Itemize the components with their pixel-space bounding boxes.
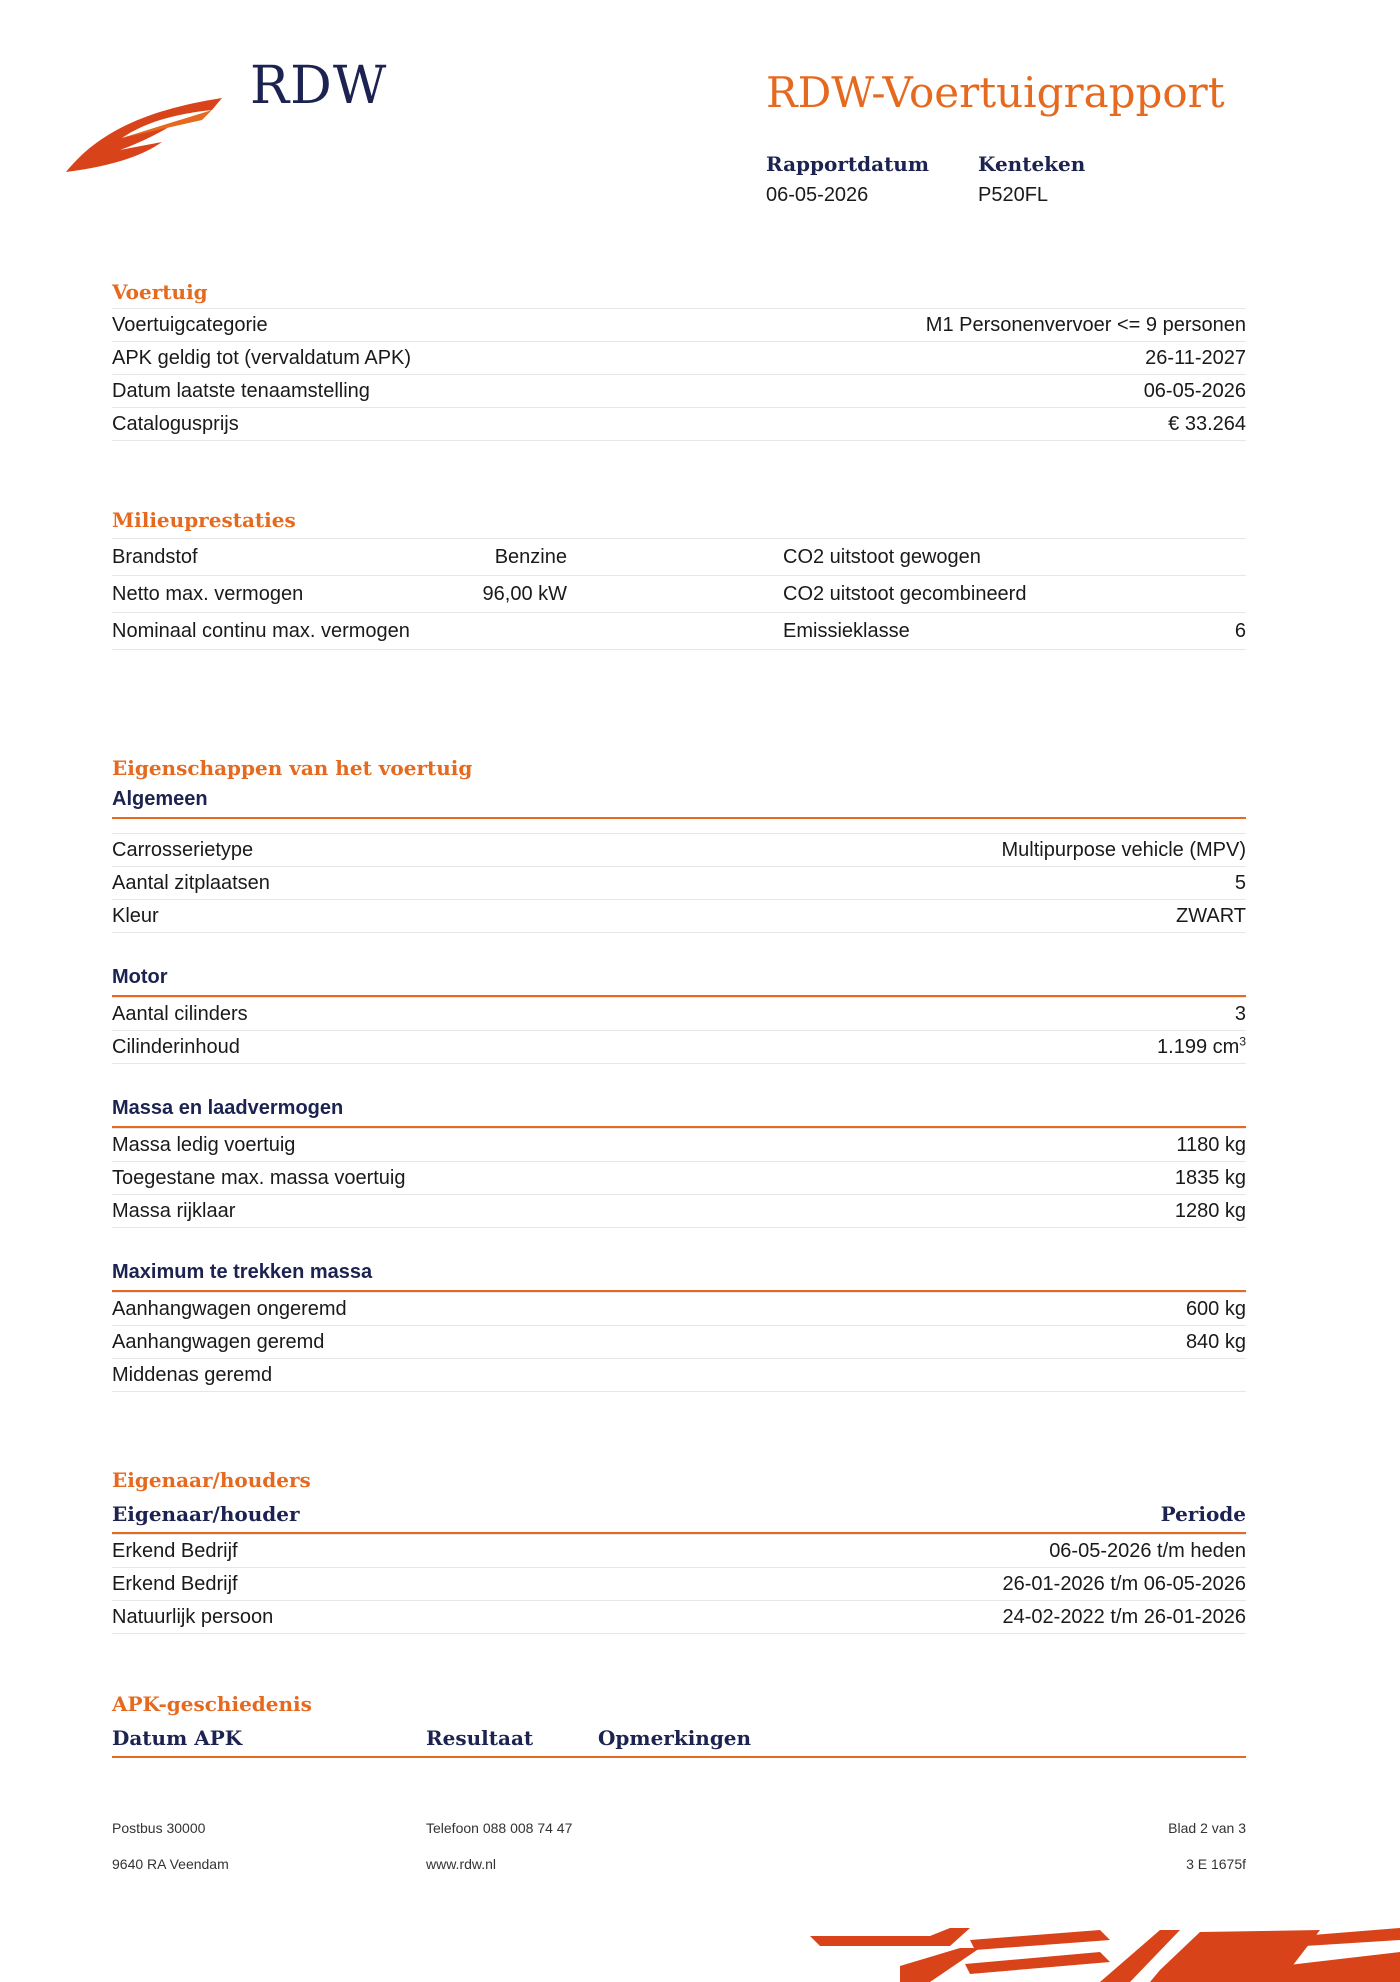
section-eigenschappen-title: Eigenschappen van het voertuig bbox=[112, 756, 473, 780]
column-header-remarks: Opmerkingen bbox=[598, 1726, 752, 1750]
footer-page-number: Blad 2 van 3 bbox=[1168, 1820, 1246, 1836]
subsection-motor-title: Motor bbox=[112, 966, 168, 988]
report-date-value: 06-05-2026 bbox=[766, 184, 869, 206]
table-row: Carrosserietype Multipurpose vehicle (MPV) bbox=[112, 833, 1246, 867]
table-row: Brandstof Benzine CO2 uitstoot gewogen bbox=[112, 538, 1246, 576]
table-row: Cilinderinhoud 1.199 $cm^3$ bbox=[112, 1030, 1246, 1064]
divider bbox=[112, 1756, 1246, 1758]
report-date-label: Rapportdatum bbox=[766, 152, 930, 176]
table-row: Nominaal continu max. vermogen Emissieklasse 6 bbox=[112, 612, 1246, 650]
plate-label: Kenteken bbox=[978, 152, 1086, 176]
section-voertuig-title: Voertuig bbox=[112, 280, 208, 304]
table-row: Erkend Bedrijf 06-05-2026 t/m heden bbox=[112, 1534, 1246, 1568]
table-row: Aanhangwagen ongeremd 600 kg bbox=[112, 1292, 1246, 1326]
column-header-result: Resultaat bbox=[426, 1726, 534, 1750]
table-row: Aantal zitplaatsen 5 bbox=[112, 866, 1246, 900]
table-row: Natuurlijk persoon 24-02-2022 t/m 26-01-2026 bbox=[112, 1600, 1246, 1634]
table-row: Aanhangwagen geremd 840 kg bbox=[112, 1325, 1246, 1359]
table-row: Netto max. vermogen 96,00 kW CO2 uitstoot gecombineerd bbox=[112, 575, 1246, 613]
column-header-period: Periode bbox=[1160, 1502, 1246, 1526]
footer-website: www.rdw.nl bbox=[426, 1856, 497, 1872]
table-row: Massa rijklaar 1280 kg bbox=[112, 1194, 1246, 1228]
table-row: Middenas geremd bbox=[112, 1358, 1246, 1392]
subsection-algemeen-title: Algemeen bbox=[112, 788, 208, 810]
table-row: Datum laatste tenaamstelling 06-05-2026 bbox=[112, 374, 1246, 408]
footer-phone: Telefoon 088 008 74 47 bbox=[426, 1820, 573, 1836]
footer-address-line2: 9640 RA Veendam bbox=[112, 1856, 229, 1872]
subsection-trek-title: Maximum te trekken massa bbox=[112, 1261, 373, 1283]
document-title: RDW-Voertuigrapport bbox=[766, 68, 1225, 117]
footer-code: 3 E 1675f bbox=[1186, 1856, 1246, 1872]
column-header-date: Datum APK bbox=[112, 1726, 243, 1750]
table-row: APK geldig tot (vervaldatum APK) 26-11-2027 bbox=[112, 341, 1246, 375]
table-row: Erkend Bedrijf 26-01-2026 t/m 06-05-2026 bbox=[112, 1567, 1246, 1601]
rdw-logo-icon bbox=[62, 90, 232, 176]
section-eigenaar-title: Eigenaar/houders bbox=[112, 1468, 311, 1492]
logo-text: RDW bbox=[250, 56, 388, 116]
table-row: Voertuigcategorie M1 Personenvervoer <= 9 personen bbox=[112, 308, 1246, 342]
section-apk-title: APK-geschiedenis bbox=[112, 1692, 312, 1716]
table-row: Kleur ZWART bbox=[112, 899, 1246, 933]
decorative-stripes-icon bbox=[800, 1926, 1400, 1982]
table-row: Massa ledig voertuig 1180 kg bbox=[112, 1128, 1246, 1162]
plate-value: P520FL bbox=[978, 184, 1049, 206]
footer-address-line1: Postbus 30000 bbox=[112, 1820, 206, 1836]
table-row: Catalogusprijs € 33.264 bbox=[112, 407, 1246, 441]
section-milieu-title: Milieuprestaties bbox=[112, 508, 296, 532]
column-header-owner: Eigenaar/houder bbox=[112, 1502, 300, 1526]
subsection-massa-title: Massa en laadvermogen bbox=[112, 1097, 344, 1119]
divider bbox=[112, 817, 1246, 819]
table-row: Toegestane max. massa voertuig 1835 kg bbox=[112, 1161, 1246, 1195]
table-row: Aantal cilinders 3 bbox=[112, 997, 1246, 1031]
